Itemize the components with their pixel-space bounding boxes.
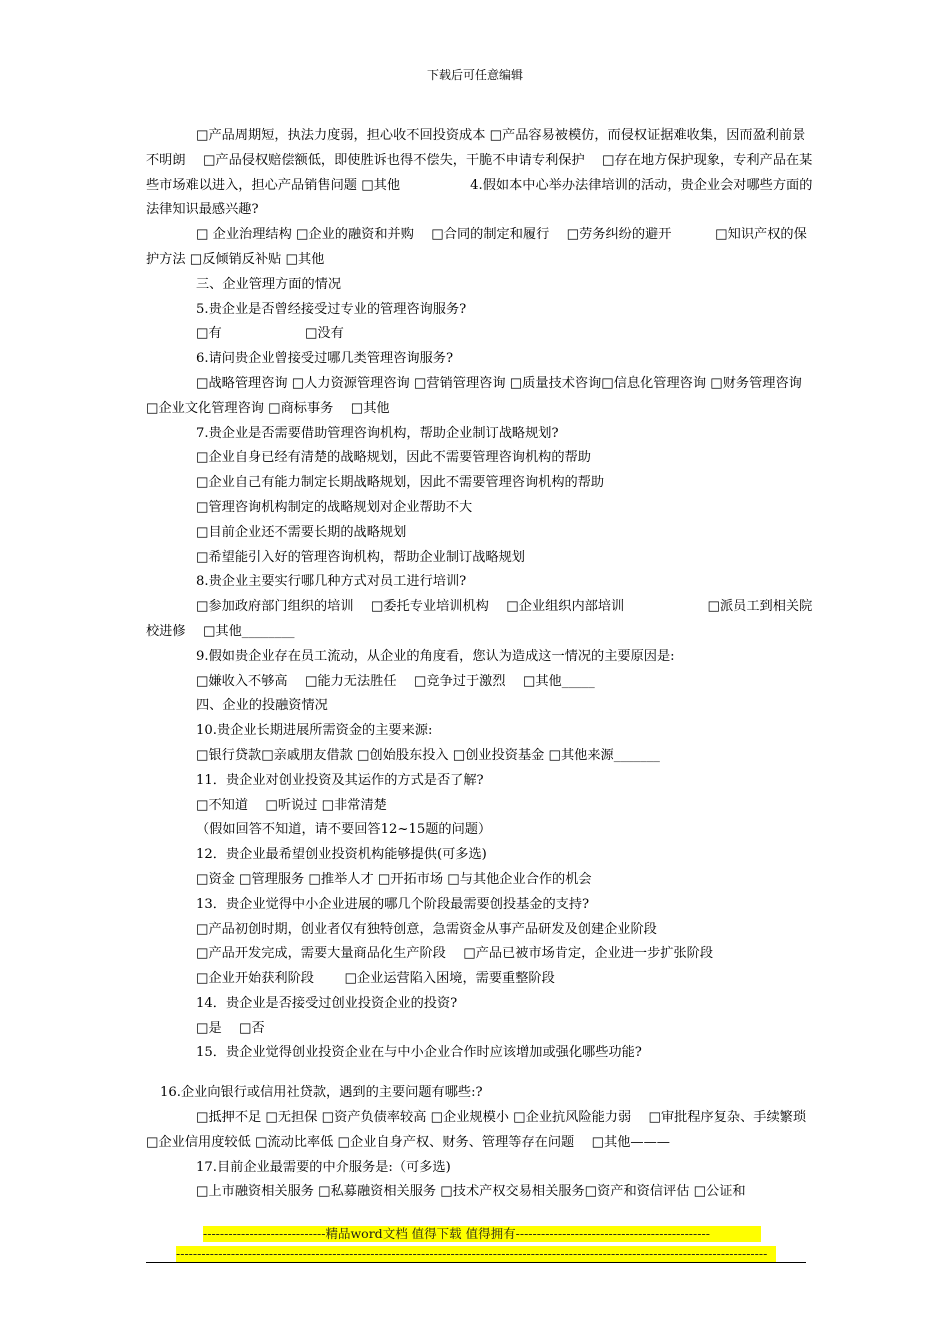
paragraph: 11．贵企业对创业投资及其运作的方式是否了解? [196, 772, 484, 788]
paragraph: □嫌收入不够高 □能力无法胜任 □竞争过于激烈 □其他_____ [196, 673, 595, 689]
footer-rule [146, 1262, 806, 1263]
paragraph: 三、企业管理方面的情况 [196, 276, 342, 292]
paragraph: □参加政府部门组织的培训 □委托专业培训机构 □企业组织内部培训 □派员工到相关院校进修 □其他________ [146, 599, 813, 639]
paragraph: □管理咨询机构制定的战略规划对企业帮助不大 [196, 499, 473, 515]
paragraph: 10.贵企业长期进展所需资金的主要来源: [196, 723, 433, 739]
paragraph: □ 企业治理结构 □企业的融资和并购 □合同的制定和履行 □劳务纠纷的避开 □知识产权的保护方法 □反倾销反补贴 □其他 [146, 227, 807, 267]
footer-banner [176, 1226, 776, 1262]
paragraph: 17.目前企业最需要的中介服务是:（可多选) [196, 1159, 451, 1175]
paragraph: 15．贵企业觉得创业投资企业在与中小企业合作时应该增加或强化哪些功能? [196, 1045, 642, 1061]
paragraph: □企业开始获利阶段 □企业运营陷入困境，需要重整阶段 [196, 971, 555, 987]
paragraph: □不知道 □听说过 □非常清楚 [196, 797, 387, 813]
paragraph: □希望能引入好的管理咨询机构，帮助企业制订战略规划 [196, 549, 525, 565]
paragraph: 8.贵企业主要实行哪几种方式对员工进行培训? [196, 574, 467, 590]
document-body [146, 124, 814, 1205]
paragraph: □目前企业还不需要长期的战略规划 [196, 524, 407, 540]
paragraph: □产品开发完成，需要大量商品化生产阶段 □产品已被市场肯定，企业进一步扩张阶段 [196, 946, 714, 962]
paragraph: □是 □否 [196, 1020, 265, 1036]
paragraph: □抵押不足 □无担保 □资产负债率较高 □企业规模小 □企业抗风险能力弱 □审批程序复杂、手续繁琐 □企业信用度较低 □流动比率低 □企业自身产权、财务、管理等存在问题 □其他——— [146, 1110, 807, 1150]
paragraph: □资金 □管理服务 □推举人才 □开拓市场 □与其他企业合作的机会 [196, 871, 592, 887]
paragraph: □企业自己有能力制定长期战略规划，因此不需要管理咨询机构的帮助 [196, 475, 605, 491]
paragraph: □产品周期短，执法力度弱，担心收不回投资成本 □产品容易被模仿，而侵权证据难收集，因而盈利前景不明朗 □产品侵权赔偿额低，即使胜诉也得不偿失，干脆不申请专利保护 □存在地方保护现象，专利产品在某些市场难以进入，担心产品销售问题 □其他 4.假如本中心举办法律培训的活动，贵企业会对哪些方面的法律知识最感兴趣? [146, 128, 813, 218]
paragraph: 16.企业向银行或信用社贷款，遇到的主要问题有哪些:? [160, 1085, 483, 1101]
paragraph: 9.假如贵企业存在员工流动，从企业的角度看，您认为造成这一情况的主要原因是: [196, 648, 675, 664]
page-header: 下载后可任意编辑 [426, 68, 523, 82]
paragraph: 14．贵企业是否接受过创业投资企业的投资? [196, 995, 458, 1011]
footer-line-1: -----------------------------精品word文档 值得下载 值得拥有---------------------------------------------- [203, 1226, 761, 1242]
paragraph: □上市融资相关服务 □私募融资相关服务 □技术产权交易相关服务□资产和资信评估 □公证和 [196, 1184, 746, 1200]
paragraph: □战略管理咨询 □人力资源管理咨询 □营销管理咨询 □质量技术咨询□信息化管理咨询 □财务管理咨询 □企业文化管理咨询 □商标事务 □其他 [146, 375, 802, 416]
paragraph: 5.贵企业是否曾经接受过专业的管理咨询服务? [196, 301, 467, 317]
footer-line-2: -------------------------------------------------------------------------------------------------------------------------------------------- [176, 1246, 776, 1262]
paragraph: 7.贵企业是否需要借助管理咨询机构，帮助企业制订战略规划? [196, 425, 559, 441]
paragraph: □银行贷款□亲戚朋友借款 □创始股东投入 □创业投资基金 □其他来源_______ [196, 747, 660, 763]
paragraph: □有 □没有 [196, 326, 344, 342]
paragraph: □产品初创时期，创业者仅有独特创意，急需资金从事产品研发及创建企业阶段 [196, 921, 657, 937]
paragraph: （假如回答不知道，请不要回答12~15题的问题） [196, 822, 492, 838]
paragraph: 12．贵企业最希望创业投资机构能够提供(可多选) [196, 847, 487, 863]
paragraph: □企业自身已经有清楚的战略规划，因此不需要管理咨询机构的帮助 [196, 450, 591, 466]
paragraph: 13．贵企业觉得中小企业进展的哪几个阶段最需要创投基金的支持? [196, 896, 590, 912]
paragraph: 四、企业的投融资情况 [196, 698, 328, 714]
paragraph: 6.请问贵企业曾接受过哪几类管理咨询服务? [196, 351, 454, 367]
